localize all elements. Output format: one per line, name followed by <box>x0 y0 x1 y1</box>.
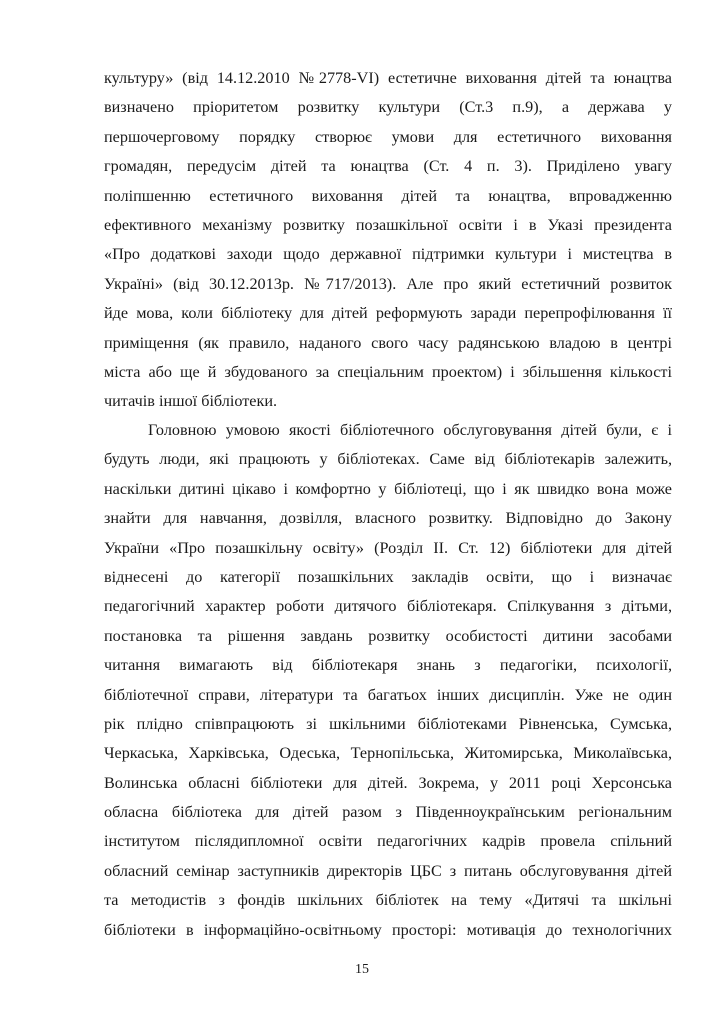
text-line: знайти для навчання, дозвілля, власного розвитку. Відповідно до Закону <box>104 509 672 528</box>
text-line: «Про додаткові заходи щодо державної підтримки культури і мистецтва в <box>104 245 672 264</box>
text-line: приміщення (як правило, наданого свого часу радянською владою в центрі <box>104 333 672 352</box>
text-line: будуть люди, які працюють у бібліотеках. Саме від бібліотекарів залежить, <box>104 450 672 469</box>
text-line: читачів іншої бібліотеки. <box>104 392 278 411</box>
text-line: визначено пріоритетом розвитку культури (Ст.3 п.9), а держава у <box>104 98 672 117</box>
text-line: рік плідно співпрацюють зі шкільними бібліотеками Рівненська, Сумська, <box>104 714 672 733</box>
text-line: ефективного механізму розвитку позашкільної освіти і в Указі президента <box>104 215 672 234</box>
text-line: Черкаська, Харківська, Одеська, Тернопільська, Житомирська, Миколаївська, <box>104 744 672 763</box>
text-line: бібліотеки в інформаційно-освітньому просторі: мотивація до технологічних <box>104 920 672 939</box>
text-line: читання вимагають від бібліотекаря знань з педагогіки, психології, <box>104 656 672 675</box>
text-line: Україні» (від 30.12.2013р. №717/2013). Але про який естетичний розвиток <box>104 274 672 293</box>
text-line: культуру» (від 14.12.2010 №2778-VI) естетичне виховання дітей та юнацтва <box>104 69 672 87</box>
text-line: постановка та рішення завдань розвитку особистості дитини засобами <box>104 626 672 645</box>
text-line: та методистів з фондів шкільних бібліотек на тему «Дитячі та шкільні <box>104 891 672 910</box>
text-line: наскільки дитині цікаво і комфортно у бібліотеці, що і як швидко вона може <box>104 479 672 498</box>
text-line: інститутом післядипломної освіти педагогічних кадрів провела спільний <box>104 832 672 851</box>
text-line: обласний семінар заступників директорів ЦБС з питань обслуговування дітей <box>104 861 672 880</box>
text-line: педагогічний характер роботи дитячого бібліотекаря. Спілкування з дітьми, <box>104 597 672 616</box>
text-line: першочерговому порядку створює умови для естетичного виховання <box>104 127 672 146</box>
text-line: України «Про позашкільну освіту» (Розділ ІІ. Ст. 12) бібліотеки для дітей <box>104 538 672 557</box>
text-line: обласна бібліотека для дітей разом з Південноукраїнським регіональним <box>104 803 672 822</box>
text-line: міста або ще й збудованого за спеціальним проектом) і збільшення кількості <box>104 362 672 381</box>
text-line: Волинська обласні бібліотеки для дітей. Зокрема, у 2011 році Херсонська <box>104 773 672 792</box>
text-line: віднесені до категорії позашкільних закладів освіти, що і визначає <box>104 567 672 586</box>
paragraph-1 <box>104 64 672 417</box>
page-number: 15 <box>355 962 369 977</box>
text-line: поліпшенню естетичного виховання дітей та юнацтва, впровадженню <box>104 186 672 205</box>
text-line: йде мова, коли бібліотеку для дітей реформують заради перепрофілювання її <box>104 304 672 323</box>
paragraph-2 <box>104 416 672 945</box>
text-line: бібліотечної справи, літератури та багатьох інших дисциплін. Уже не один <box>104 685 672 704</box>
text-line: Головною умовою якості бібліотечного обслуговування дітей були, є і <box>148 421 672 439</box>
text-line: громадян, передусім дітей та юнацтва (Ст. 4 п. 3). Приділено увагу <box>104 157 672 176</box>
